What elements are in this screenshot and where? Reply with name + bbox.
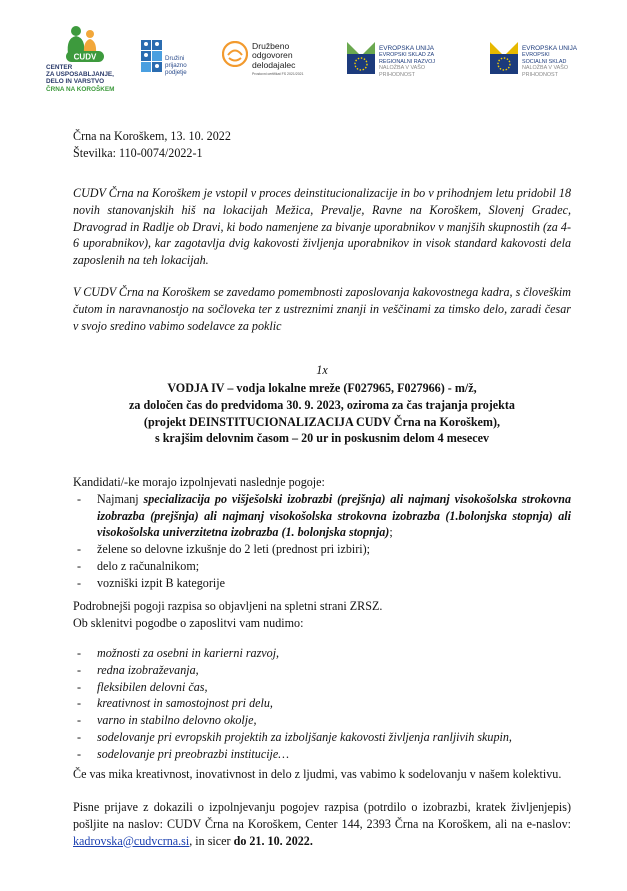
cudv-line: CENTER bbox=[46, 64, 73, 71]
benefit-item bbox=[73, 662, 571, 679]
intro-paragraph-2: V CUDV Črna na Koroškem se zavedamo pomembnosti zaposlovanja kakovostnega kadra, s človeškim čutom in naravnanostjo na sočloveka ter z ustreznimi znanji in veščinami za timsko delo, zaradi česar v svojo sredino vabimo sodelavce za poklic bbox=[73, 285, 571, 333]
benefit-text: sodelovanje pri preobrazbi institucije… bbox=[97, 746, 290, 761]
eu-social-logo bbox=[488, 42, 588, 88]
requirements-section bbox=[73, 474, 571, 592]
hands-circle-icon bbox=[222, 41, 248, 67]
odgovoren-line: odgovoren bbox=[252, 50, 293, 61]
bullet-dash: - bbox=[77, 746, 82, 761]
intro-paragraph-1: CUDV Črna na Koroškem je vstopil v proces deinstitucionalizacije in bo v prihodnjem letu pridobil 18 novih stanovanjskih hiš na lokacijah Mežica, Prevalje, Ravne na Koroškem, Slovenj Gradec, Dravograd in Radlje ob Dravi, ki bodo namenjene za bivanje uporabnikov v manjših skupnostih (za 4-6 uporabnikov), kar zagotavlja dvig kakovosti življenja uporabnikov in visok standard kakovosti dela zaposlenih na teh lokacijah. bbox=[73, 186, 571, 268]
requirement-item bbox=[73, 541, 571, 558]
benefit-text: fleksibilen delovni čas, bbox=[97, 679, 208, 694]
requirement-item bbox=[73, 491, 571, 541]
requirements-intro: Kandidati/-ke morajo izpolnjevati naslednje pogoje: bbox=[73, 475, 325, 489]
eu-tagline: NALOŽBA V VAŠO PRIHODNOST bbox=[522, 65, 569, 78]
requirement-text: delo z računalnikom; bbox=[97, 558, 200, 573]
benefit-item bbox=[73, 679, 571, 696]
odgovoren-line: Družbeno bbox=[252, 41, 290, 51]
benefit-item bbox=[73, 712, 571, 729]
bullet-dash: - bbox=[77, 646, 82, 660]
requirements-list bbox=[73, 491, 571, 592]
bullet-dash: - bbox=[77, 575, 82, 590]
eu-line: EVROPSKI SKLAD ZA bbox=[379, 52, 435, 59]
benefit-item bbox=[73, 645, 571, 662]
bullet-dash: - bbox=[77, 558, 82, 573]
email-link[interactable]: kadrovska@cudvcrna.si bbox=[73, 833, 190, 848]
eu-flag-icon bbox=[345, 42, 377, 76]
bullet-dash: - bbox=[77, 491, 82, 506]
position-count: 1x bbox=[316, 363, 328, 377]
benefit-text: varno in stabilno delovno okolje, bbox=[97, 713, 257, 728]
bullet-dash: - bbox=[77, 662, 82, 677]
apply-paragraph bbox=[73, 799, 571, 849]
apply-mid-text: , in sicer bbox=[189, 833, 234, 848]
cudv-figures-icon bbox=[46, 24, 126, 64]
cudv-line: DELO IN VARSTVO bbox=[46, 78, 105, 86]
position-title bbox=[73, 380, 571, 447]
requirement-prefix: Najmanj bbox=[97, 491, 144, 506]
eu-title: EVROPSKA UNIJA bbox=[379, 45, 435, 52]
apply-text: Pisne prijave z dokazili o izpolnjevanju pogojev razpisa (potrdilo o izobrazbi, kratek življenjepis) pošljite na naslov: CUDV Črna na Koroškem, Center 144, 2393 Črna na Koroškem, ali na e-naslov: bbox=[73, 800, 571, 831]
eu-flag-icon bbox=[488, 42, 520, 76]
bullet-dash: - bbox=[77, 729, 82, 744]
druzini-prijazno-logo bbox=[141, 40, 201, 88]
odgovoren-delodajalec-logo bbox=[222, 41, 322, 89]
bullet-dash: - bbox=[77, 696, 82, 711]
cudv-line: ZA USPOSABLJANJE, bbox=[46, 71, 114, 79]
eu-regional-logo bbox=[345, 42, 445, 88]
cudv-logo bbox=[46, 24, 124, 98]
bullet-dash: - bbox=[77, 542, 82, 557]
benefit-text: možnosti za osebni in karierni razvoj, bbox=[97, 646, 280, 660]
position-line: VODJA IV – vodja lokalne mreže (F027965, F027966) - m/ž, bbox=[167, 381, 477, 395]
bullet-dash: - bbox=[77, 713, 82, 728]
eu-regional-text bbox=[379, 46, 445, 78]
benefit-text: sodelovanje pri evropskih projektih za izboljšanje kakovosti življenja ranljivih skupin, bbox=[97, 729, 512, 744]
bullet-dash: - bbox=[77, 679, 82, 694]
logo-bar bbox=[0, 18, 627, 98]
details-section bbox=[73, 598, 571, 632]
odgovoren-line: delodajalec bbox=[252, 59, 296, 70]
druzini-logo-text bbox=[165, 55, 187, 76]
benefit-text: kreativnost in samostojnost pri delu, bbox=[97, 696, 273, 711]
position-line: (projekt DEINSTITUCIONALIZACIJA CUDV Črna na Koroškem), bbox=[143, 414, 501, 429]
family-figures-icon bbox=[141, 40, 163, 76]
druzini-line: podjetje bbox=[165, 69, 187, 76]
odgovoren-logo-text bbox=[252, 42, 295, 70]
eu-tagline: NALOŽBA V VAŠO PRIHODNOST bbox=[379, 65, 426, 78]
position-line: s krajšim delovnim časom – 20 ur in poskusnim delom 4 mesecev bbox=[154, 431, 490, 446]
requirement-suffix: ; bbox=[389, 525, 393, 540]
deadline: do 21. 10. 2022. bbox=[233, 833, 313, 848]
requirement-item bbox=[73, 575, 571, 592]
cudv-badge-text: CUDV bbox=[73, 52, 97, 62]
benefits-section bbox=[73, 645, 571, 763]
requirement-education: specializacija po višješolski izobrazbi (prejšnja) ali najmanj visokošolska strokovna izobrazba (prejšnja) ali najmanj visokošolska strokovna izobrazba (1.bolonjska stopnja) ali visokošolska univerzitetna izobrazba (1. bolonjska stopnja) bbox=[97, 491, 571, 540]
document-number: Številka: 110-0074/2022-1 bbox=[73, 145, 203, 160]
position-line: za določen čas do predvidoma 30. 9. 2023, oziroma za čas trajanja projekta bbox=[129, 397, 515, 412]
benefit-item bbox=[73, 695, 571, 712]
details-line-1: Podrobnejši pogoji razpisa so objavljeni na spletni strani ZRSZ. bbox=[73, 599, 383, 613]
details-line-2: Ob sklenitvi pogodbe o zaposlitvi vam nudimo: bbox=[73, 615, 304, 630]
druzini-line: Družini bbox=[165, 55, 185, 62]
requirement-text: vozniški izpit B kategorije bbox=[97, 575, 225, 590]
benefits-list bbox=[73, 645, 571, 763]
closing-paragraph: Če vas mika kreativnost, inovativnost in delo z ljudmi, vas vabimo k sodelovanju v našem kolektivu. bbox=[73, 767, 562, 781]
requirement-text: želene so delovne izkušnje do 2 leti (prednost pri izbiri); bbox=[97, 542, 371, 557]
cudv-logo-text bbox=[46, 64, 126, 93]
benefit-item bbox=[73, 729, 571, 746]
druzini-line: prijazno bbox=[165, 62, 187, 69]
odgovoren-small-text: Prostovni certifikat FS 2021/2021 bbox=[252, 72, 304, 76]
eu-social-text bbox=[522, 46, 588, 78]
eu-title: EVROPSKA UNIJA bbox=[522, 45, 578, 52]
benefit-text: redna izobraževanja, bbox=[97, 662, 199, 677]
benefit-item bbox=[73, 746, 571, 763]
letter-meta bbox=[73, 128, 571, 162]
cudv-line: ČRNA NA KOROŠKEM bbox=[46, 85, 115, 93]
requirement-item bbox=[73, 558, 571, 575]
place-date: Črna na Koroškem, 13. 10. 2022 bbox=[73, 129, 231, 143]
eu-line: REGIONALNI RAZVOJ bbox=[379, 58, 436, 65]
eu-line: EVROPSKI bbox=[522, 52, 550, 59]
eu-line: SOCIALNI SKLAD bbox=[522, 58, 567, 65]
